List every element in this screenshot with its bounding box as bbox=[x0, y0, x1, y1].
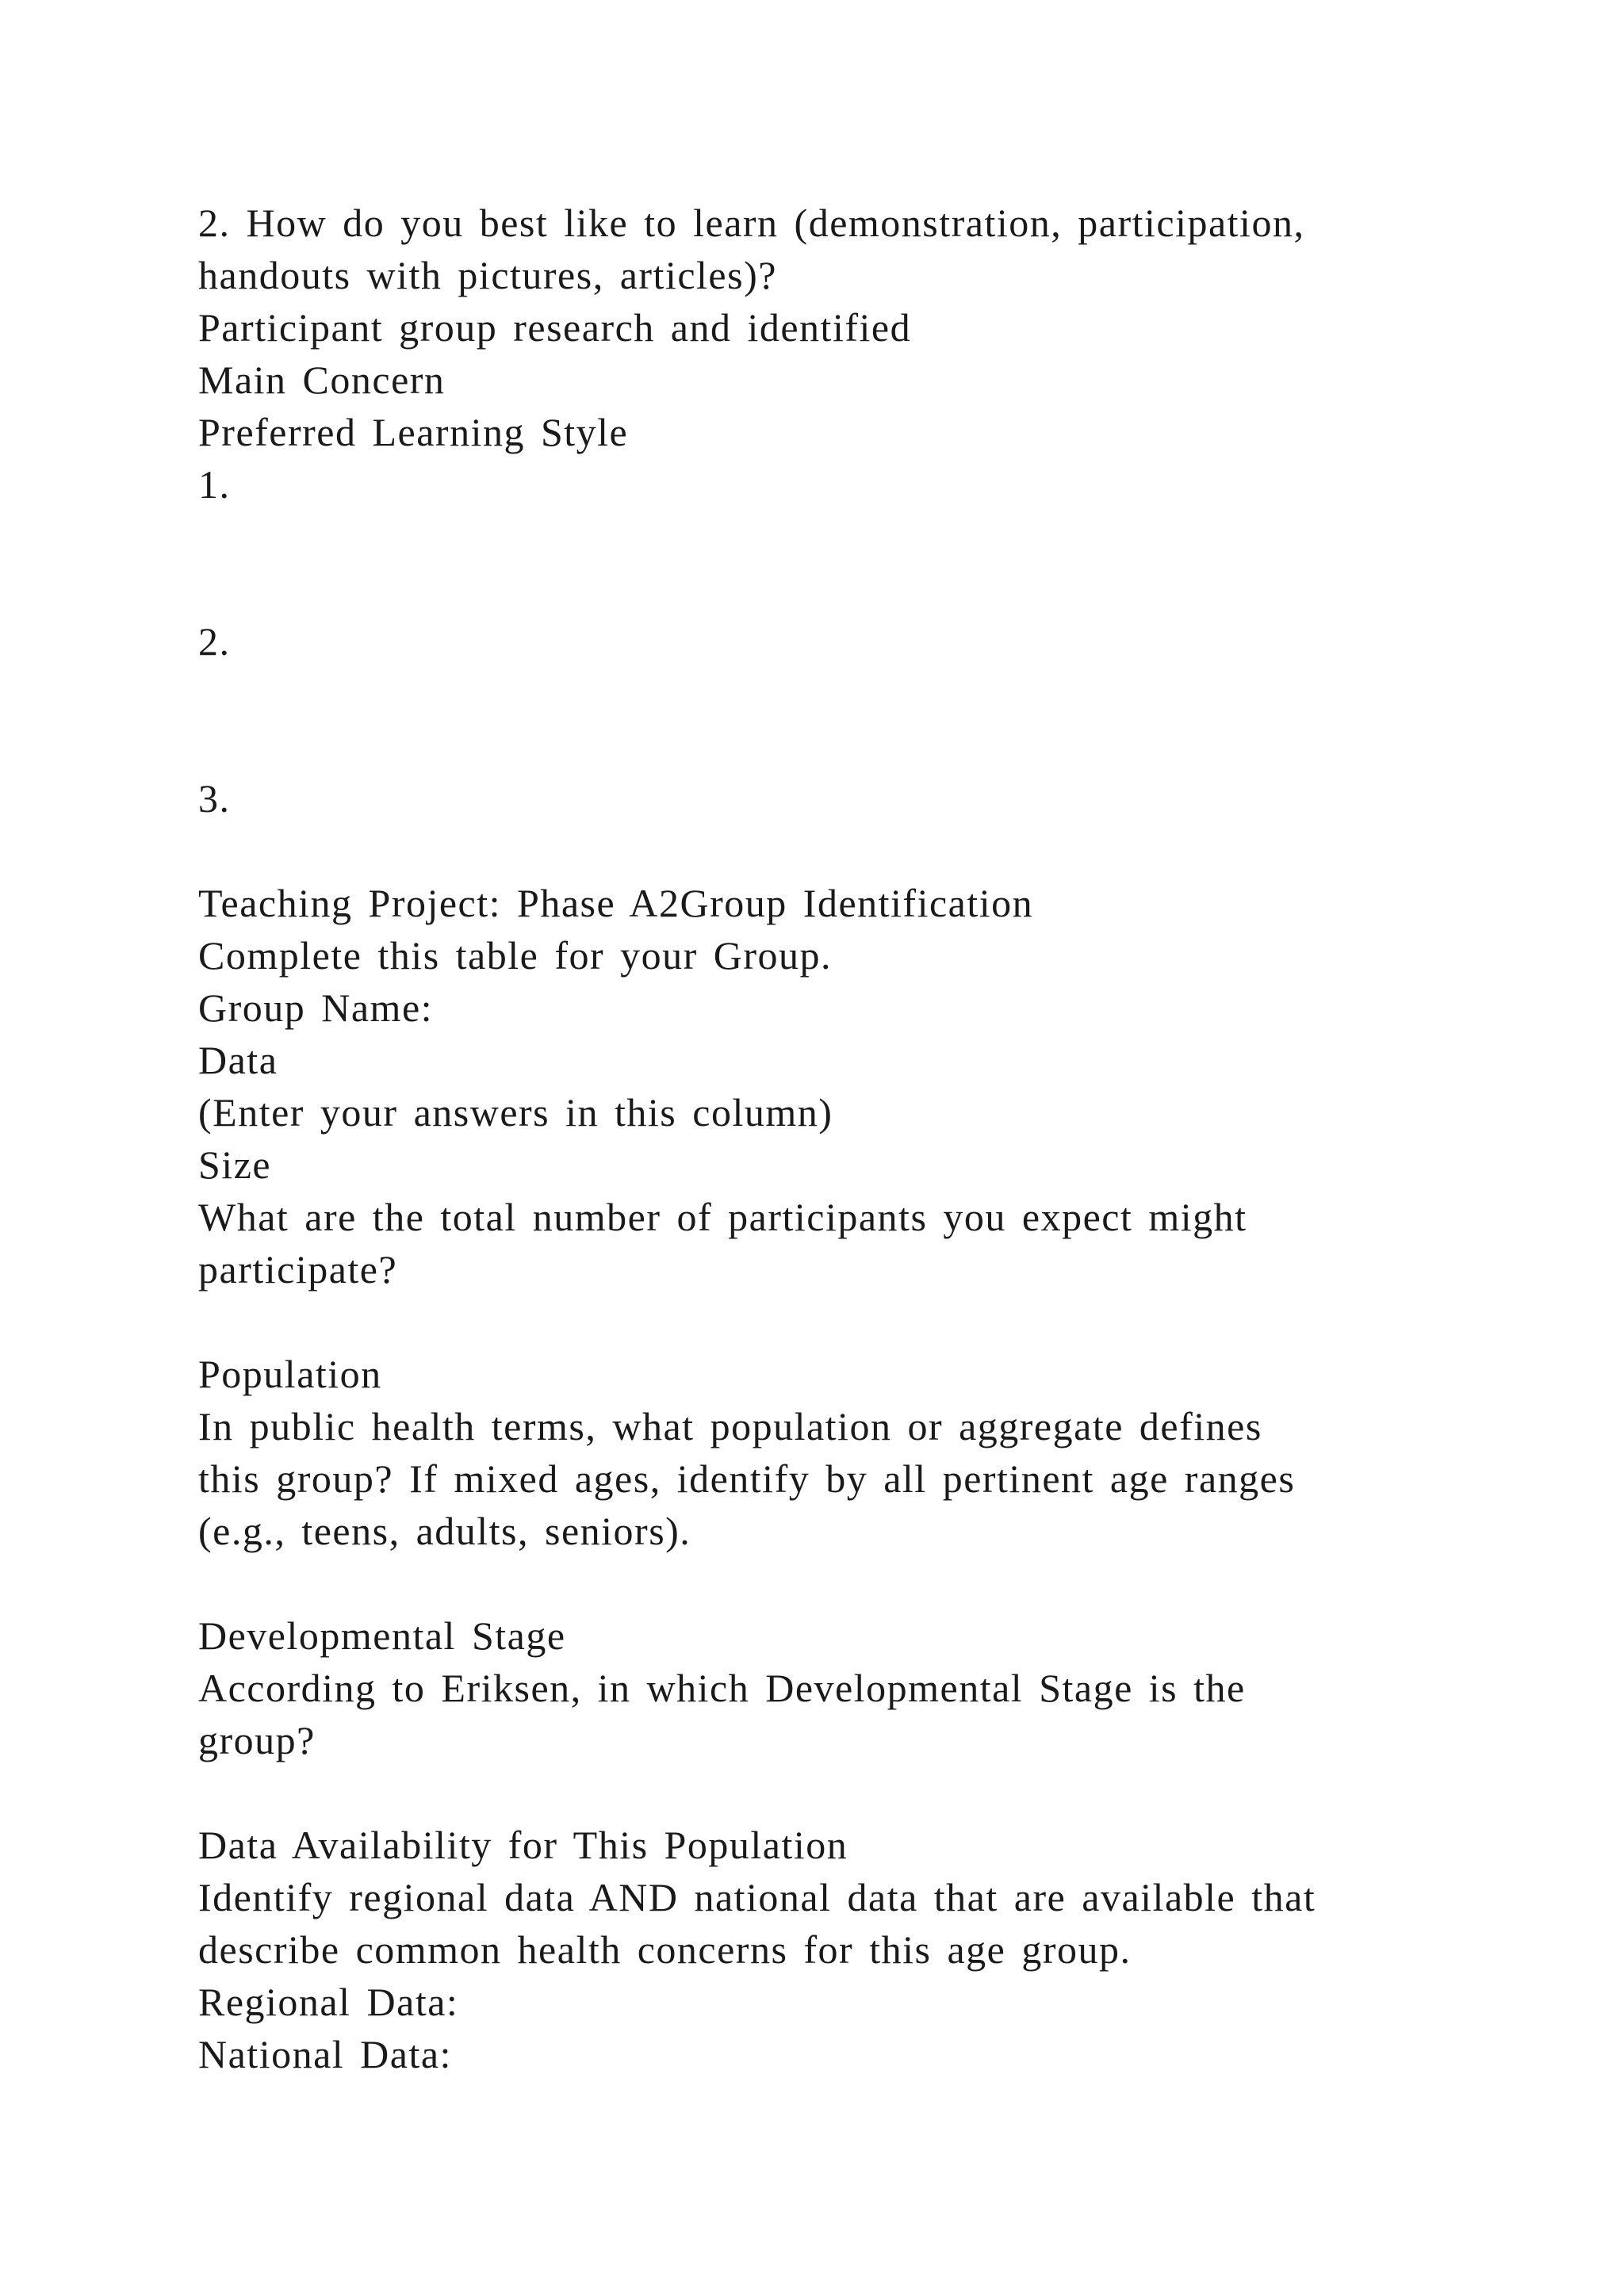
data-availability-question-line-1: Identify regional data AND national data that are available that bbox=[198, 1875, 1316, 1919]
row-spacer bbox=[198, 825, 1467, 877]
data-label: Data bbox=[198, 1038, 278, 1082]
question-2-line-2: handouts with pictures, articles)? bbox=[198, 253, 777, 297]
table-header-style: Preferred Learning Style bbox=[198, 410, 629, 454]
size-question-line-1: What are the total number of participants you expect might bbox=[198, 1195, 1247, 1239]
section-spacer bbox=[198, 1557, 1467, 1609]
table-header-group: Participant group research and identified bbox=[198, 305, 912, 350]
group-name-label: Group Name: bbox=[198, 985, 434, 1030]
section-spacer bbox=[198, 1295, 1467, 1348]
row-spacer bbox=[198, 668, 1467, 720]
population-question-line-2: this group? If mixed ages, identify by all pertinent age ranges bbox=[198, 1456, 1296, 1501]
phase-instruction: Complete this table for your Group. bbox=[198, 933, 833, 978]
document-body bbox=[198, 197, 1467, 2080]
table-header-concern: Main Concern bbox=[198, 358, 446, 402]
developmental-stage-question-line-2: group? bbox=[198, 1718, 316, 1762]
table-row-2: 2. bbox=[198, 619, 231, 664]
row-spacer bbox=[198, 720, 1467, 772]
data-note: (Enter your answers in this column) bbox=[198, 1090, 833, 1135]
data-availability-question-line-2: describe common health concerns for this age group. bbox=[198, 1927, 1132, 1972]
table-row-1: 1. bbox=[198, 462, 231, 507]
row-spacer bbox=[198, 563, 1467, 615]
phase-title: Teaching Project: Phase A2Group Identification bbox=[198, 881, 1034, 925]
size-label: Size bbox=[198, 1142, 272, 1187]
population-question-line-3: (e.g., teens, adults, seniors). bbox=[198, 1509, 691, 1553]
data-availability-label: Data Availability for This Population bbox=[198, 1823, 848, 1867]
section-spacer bbox=[198, 1766, 1467, 1819]
developmental-stage-label: Developmental Stage bbox=[198, 1613, 566, 1658]
size-question-line-2: participate? bbox=[198, 1247, 398, 1292]
population-question-line-1: In public health terms, what population or aggregate defines bbox=[198, 1404, 1262, 1448]
row-spacer bbox=[198, 511, 1467, 563]
regional-data-label: Regional Data: bbox=[198, 1980, 459, 2024]
developmental-stage-question-line-1: According to Eriksen, in which Developmental Stage is the bbox=[198, 1666, 1246, 1710]
question-2-line-1: 2. How do you best like to learn (demonstration, participation, bbox=[198, 201, 1305, 245]
national-data-label: National Data: bbox=[198, 2032, 452, 2076]
population-label: Population bbox=[198, 1352, 382, 1396]
table-row-3: 3. bbox=[198, 776, 231, 821]
